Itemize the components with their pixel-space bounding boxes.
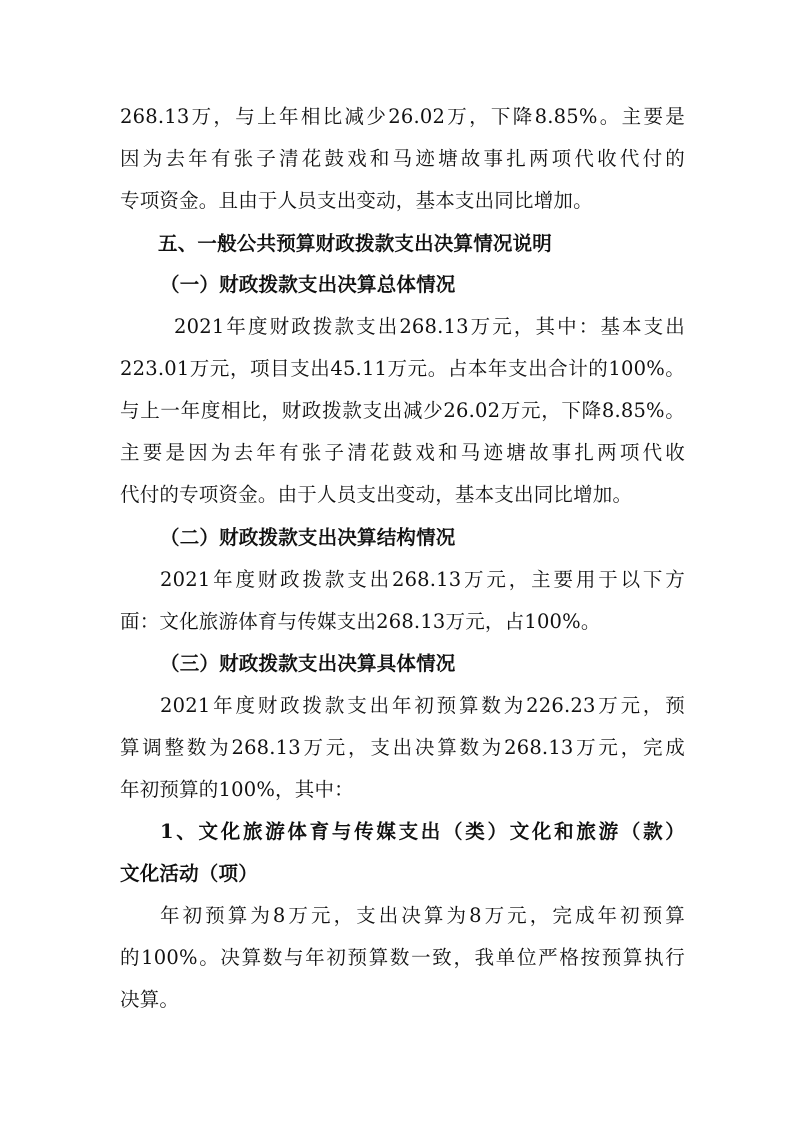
item-heading: 文化活动（项）	[120, 862, 258, 885]
item-heading: 1、文化旅游体育与传媒支出（类）文化和旅游（款）	[160, 820, 685, 843]
paragraph-line: 2021年度财政拨款支出268.13万元，主要用于以下方	[160, 568, 685, 591]
paragraph-line: 的100%。决算数与年初预算数一致，我单位严格按预算执行	[120, 946, 685, 969]
paragraph-line: 2021年度财政拨款支出年初预算数为226.23万元，预	[160, 694, 685, 717]
paragraph-line: 面：文化旅游体育与传媒支出268.13万元，占100%。	[120, 610, 601, 633]
subsection-heading: （三）财政拨款支出决算具体情况	[160, 652, 456, 675]
paragraph-line: 专项资金。且由于人员支出变动，基本支出同比增加。	[120, 189, 593, 212]
paragraph-line: 主要是因为去年有张子清花鼓戏和马迹塘故事扎两项代收	[120, 441, 685, 464]
paragraph-line: 决算。	[120, 988, 180, 1011]
paragraph-line: 因为去年有张子清花鼓戏和马迹塘故事扎两项代收代付的	[120, 147, 685, 170]
paragraph-line: 年初预算的100%，其中：	[120, 778, 354, 801]
paragraph-line: 2021年度财政拨款支出268.13万元，其中：基本支出	[174, 315, 685, 338]
paragraph-line: 268.13万，与上年相比减少26.02万，下降8.85%。主要是	[120, 105, 685, 128]
section-heading: 五、一般公共预算财政拨款支出决算情况说明	[158, 232, 553, 255]
paragraph-line: 代付的专项资金。由于人员支出变动，基本支出同比增加。	[120, 483, 633, 506]
subsection-heading: （二）财政拨款支出决算结构情况	[160, 526, 456, 549]
paragraph-line: 年初预算为8万元，支出决算为8万元，完成年初预算	[160, 904, 685, 927]
paragraph-line: 223.01万元，项目支出45.11万元。占本年支出合计的100%。	[120, 357, 685, 380]
subsection-heading: （一）财政拨款支出决算总体情况	[160, 273, 456, 296]
paragraph-line: 与上一年度相比，财政拨款支出减少26.02万元，下降8.85%。	[120, 399, 685, 422]
paragraph-line: 算调整数为268.13万元，支出决算数为268.13万元，完成	[120, 736, 685, 759]
